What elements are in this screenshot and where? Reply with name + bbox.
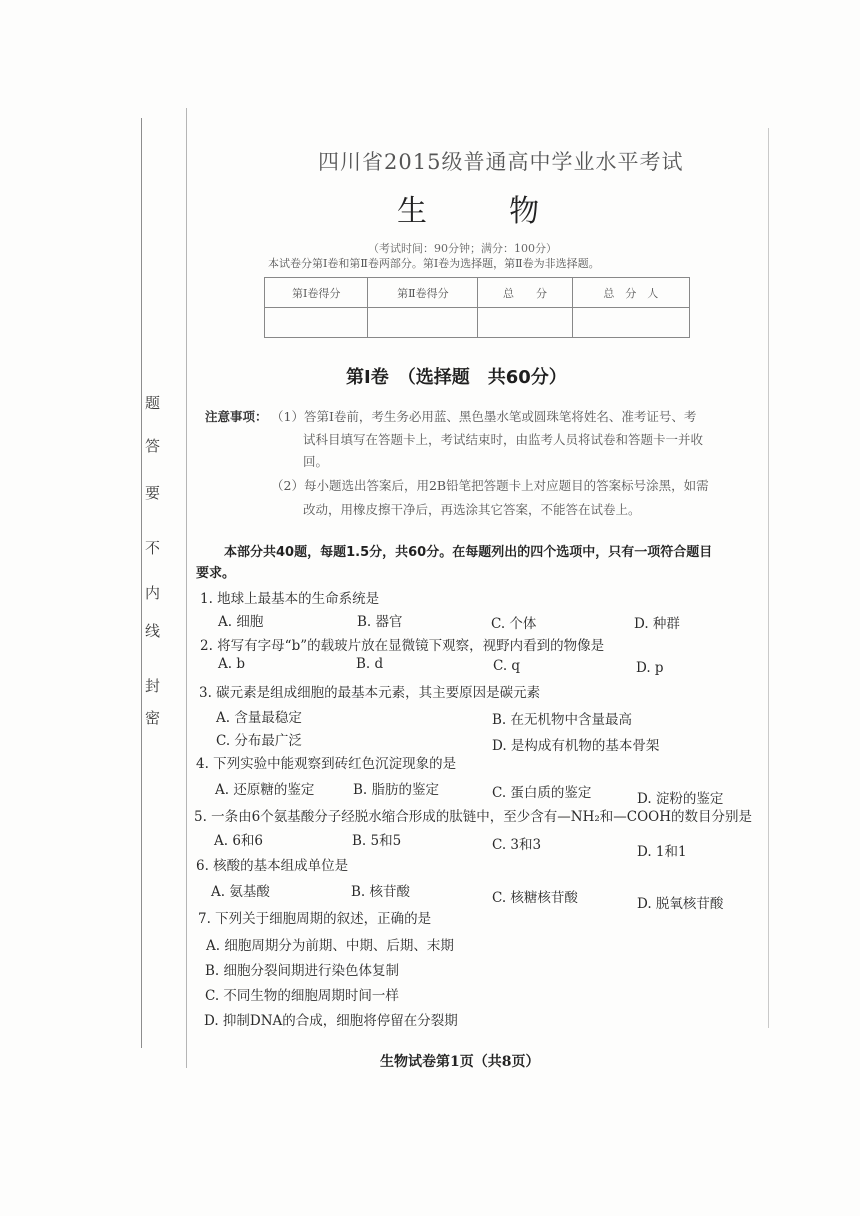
instructions-line: 要求。 bbox=[196, 566, 236, 581]
note-line: 回。 bbox=[303, 454, 329, 469]
seal-char: 不 bbox=[145, 539, 161, 557]
seal-char: 内 bbox=[145, 584, 161, 602]
option: C. q bbox=[493, 658, 521, 674]
subject-char: 生 bbox=[397, 194, 428, 229]
option: A. 细胞 bbox=[218, 614, 264, 630]
option: C. 核糖核苷酸 bbox=[492, 890, 578, 906]
seal-char: 题 bbox=[145, 394, 161, 412]
question-stem: 6. 核酸的基本组成单位是 bbox=[196, 858, 349, 874]
option: A. 还原糖的鉴定 bbox=[215, 782, 315, 798]
score-cell bbox=[368, 308, 478, 338]
score-header: 第Ⅰ卷得分 bbox=[265, 278, 368, 308]
seal-char: 线 bbox=[145, 622, 161, 640]
seal-char: 封 bbox=[145, 677, 161, 695]
page-footer: 生物试卷第1页（共8页） bbox=[380, 1054, 540, 1070]
instructions-line: 本部分共40题，每题1.5分，共60分。在每题列出的四个选项中，只有一项符合题目 bbox=[224, 545, 713, 560]
option: C. 分布最广泛 bbox=[216, 733, 302, 749]
exam-meta: （考试时间：90分钟；满分：100分） bbox=[368, 242, 557, 255]
option: D. 抑制DNA的合成，细胞将停留在分裂期 bbox=[204, 1013, 458, 1029]
option: C. 个体 bbox=[491, 616, 537, 632]
question-stem: 4. 下列实验中能观察到砖红色沉淀现象的是 bbox=[196, 756, 457, 772]
option: A. b bbox=[218, 656, 245, 672]
option: B. 细胞分裂间期进行染色体复制 bbox=[205, 963, 400, 979]
option: D. 脱氧核苷酸 bbox=[637, 896, 724, 912]
exam-title: 四川省2015级普通高中学业水平考试 bbox=[318, 150, 684, 174]
question-stem: 7. 下列关于细胞周期的叙述，正确的是 bbox=[198, 911, 432, 927]
option: B. 在无机物中含量最高 bbox=[492, 712, 633, 728]
option: B. d bbox=[356, 656, 384, 672]
note-line: 改动，用橡皮擦干净后，再选涂其它答案，不能答在试卷上。 bbox=[303, 502, 641, 517]
option: D. 种群 bbox=[634, 616, 680, 632]
score-header: 总 分 bbox=[478, 278, 572, 308]
note-line: （1）答第Ⅰ卷前，考生务必用蓝、黑色墨水笔或圆珠笔将姓名、准考证号、考 bbox=[271, 409, 697, 424]
option: B. 脂肪的鉴定 bbox=[353, 782, 440, 798]
score-header: 总 分 人 bbox=[572, 278, 689, 308]
option: C. 3和3 bbox=[492, 837, 542, 853]
option: D. p bbox=[636, 660, 664, 676]
exam-description: 本试卷分第Ⅰ卷和第Ⅱ卷两部分。第Ⅰ卷为选择题，第Ⅱ卷为非选择题。 bbox=[268, 257, 600, 270]
question-stem: 1. 地球上最基本的生命系统是 bbox=[200, 591, 380, 607]
score-cell bbox=[572, 308, 689, 338]
score-table bbox=[264, 277, 690, 338]
page-edge-right bbox=[768, 128, 769, 1028]
score-header: 第Ⅱ卷得分 bbox=[368, 278, 478, 308]
option: D. 淀粉的鉴定 bbox=[637, 791, 724, 807]
note-line: 试科目填写在答题卡上，考试结束时，由监考人员将试卷和答题卡一并收 bbox=[303, 432, 704, 447]
seal-char: 要 bbox=[145, 484, 161, 502]
option: B. 5和5 bbox=[352, 833, 402, 849]
question-stem: 3. 碳元素是组成细胞的最基本元素，其主要原因是碳元素 bbox=[199, 685, 541, 701]
option: A. 6和6 bbox=[214, 833, 264, 849]
note-line: （2）每小题选出答案后，用2B铅笔把答题卡上对应题目的答案标号涂黑，如需 bbox=[271, 478, 709, 493]
option: A. 氨基酸 bbox=[211, 884, 270, 900]
score-cell bbox=[478, 308, 572, 338]
option: B. 核苷酸 bbox=[351, 884, 411, 900]
option: C. 不同生物的细胞周期时间一样 bbox=[205, 988, 399, 1004]
question-stem: 5. 一条由6个氨基酸分子经脱水缩合形成的肽链中，至少含有—NH₂和—COOH的数目分别是 bbox=[194, 809, 752, 825]
score-cell bbox=[265, 308, 368, 338]
binding-line-left bbox=[141, 118, 142, 1048]
section-title: 第Ⅰ卷 （选择题 共60分） bbox=[346, 367, 567, 388]
subject-char: 物 bbox=[509, 194, 541, 229]
notes-label: 注意事项： bbox=[205, 409, 268, 424]
option: B. 器官 bbox=[357, 614, 403, 630]
binding-line-right bbox=[186, 108, 187, 1068]
option: A. 含量最稳定 bbox=[216, 710, 302, 726]
subject-title bbox=[397, 186, 540, 230]
seal-char: 答 bbox=[145, 437, 161, 455]
question-stem: 2. 将写有字母“b”的载玻片放在显微镜下观察，视野内看到的物像是 bbox=[200, 638, 605, 654]
option: D. 是构成有机物的基本骨架 bbox=[492, 738, 660, 754]
seal-char: 密 bbox=[145, 709, 161, 727]
option: C. 蛋白质的鉴定 bbox=[492, 785, 592, 801]
option: A. 细胞周期分为前期、中期、后期、末期 bbox=[206, 938, 454, 954]
option: D. 1和1 bbox=[637, 844, 687, 860]
